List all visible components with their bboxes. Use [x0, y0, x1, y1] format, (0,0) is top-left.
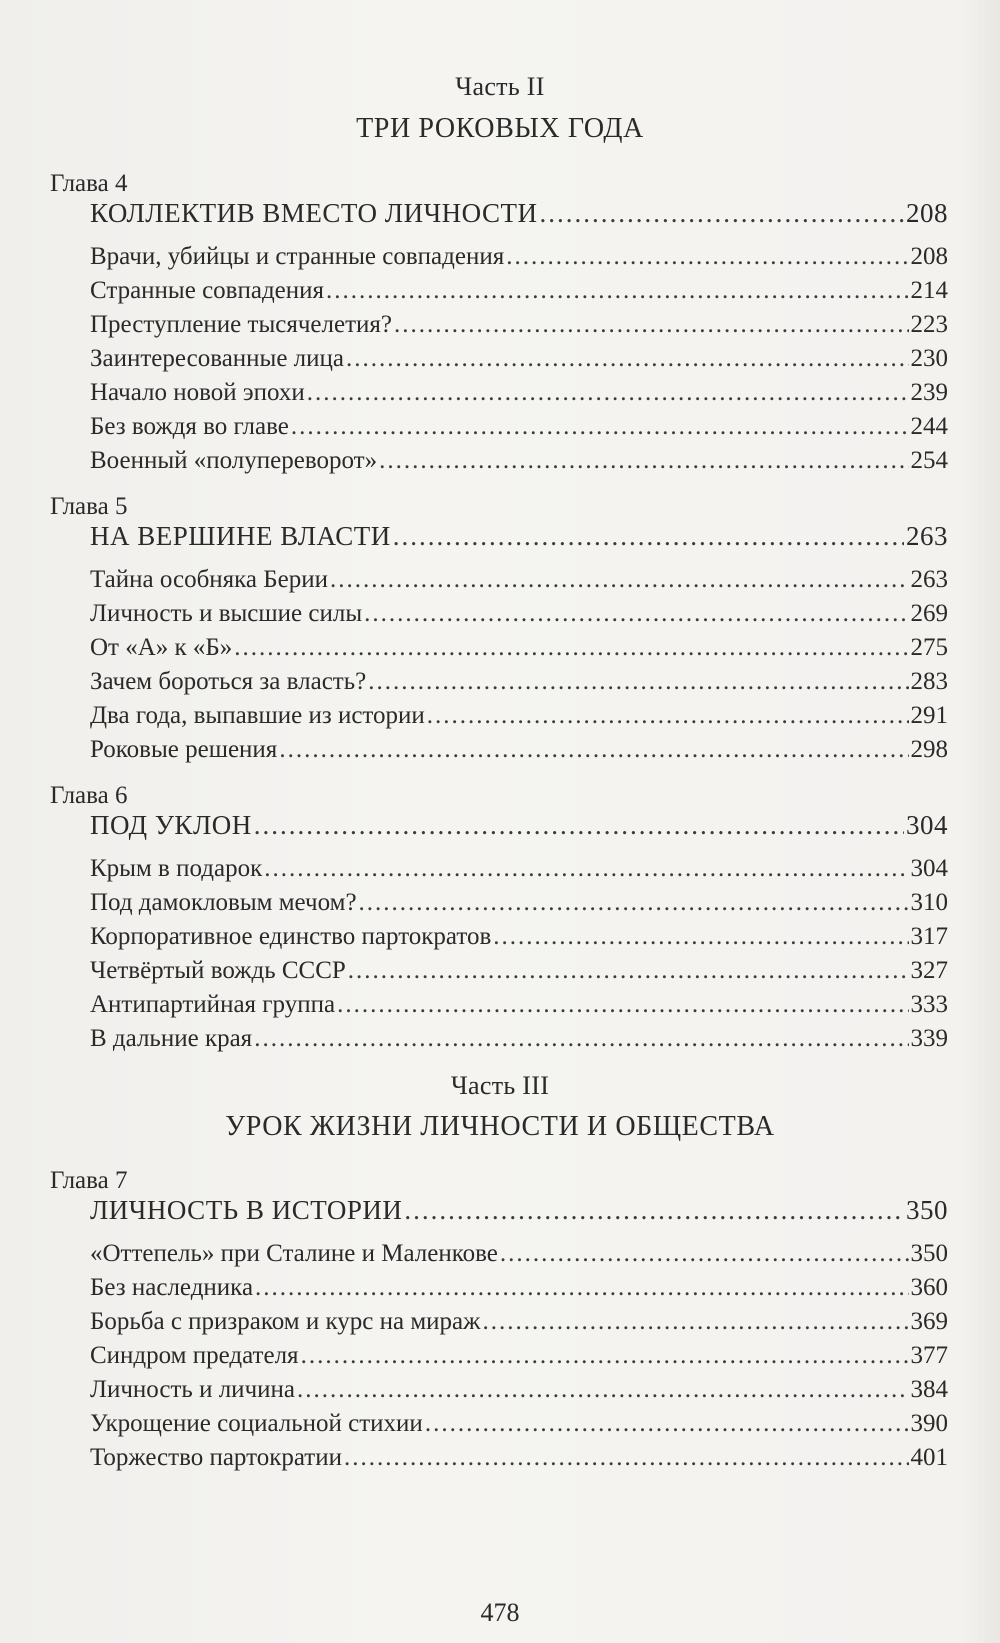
dot-leader [330, 564, 909, 596]
toc-entry-title: Тайна особняка Берии [90, 566, 328, 593]
toc-page-number: 304 [906, 810, 948, 840]
dot-leader [346, 343, 908, 375]
toc-section-entry[interactable] [90, 887, 948, 919]
dot-leader [368, 666, 908, 698]
toc-entry-title: Военный «полупереворот» [90, 447, 378, 474]
dot-leader [425, 1408, 909, 1440]
toc-section-entry[interactable] [90, 275, 948, 307]
dot-leader [344, 1442, 909, 1474]
toc-entry-title: Корпоративное единство партократов [90, 923, 492, 950]
chapter-label: Глава 4 [50, 170, 128, 197]
toc-section-entry[interactable] [90, 445, 948, 477]
toc-entry-title: Антипартийная группа [90, 991, 336, 1018]
toc-entry-title: Крым в подарок [90, 855, 263, 882]
toc-page-number: 230 [910, 345, 948, 372]
toc-entry-title: Без вождя во главе [90, 413, 289, 440]
dot-leader [379, 445, 908, 477]
toc-page-number: 377 [910, 1342, 948, 1369]
toc-entry-title: Два года, выпавшие из истории [90, 702, 425, 729]
toc-entry-title: Синдром предателя [90, 1342, 299, 1369]
toc-section-entry[interactable] [90, 1306, 948, 1338]
dot-leader [326, 275, 908, 307]
toc-section-entry[interactable] [90, 666, 948, 698]
toc-section-entry[interactable] [90, 377, 948, 409]
toc-entry-title: Личность и высшие силы [90, 600, 363, 627]
toc-page-number: 283 [910, 668, 948, 695]
toc-page-number: 239 [910, 379, 948, 406]
toc-page-number: 327 [910, 957, 948, 984]
toc-chapter-entry[interactable] [90, 1194, 948, 1226]
toc-chapter-entry[interactable] [90, 809, 948, 841]
dot-leader [337, 989, 908, 1021]
toc-entry-title: ПОД УКЛОН [90, 810, 252, 840]
toc-section-entry[interactable] [90, 1238, 948, 1270]
toc-entry-title: Зачем бороться за власть? [90, 668, 367, 695]
toc-entry-title: НА ВЕРШИНЕ ВЛАСТИ [90, 521, 391, 551]
toc-page-number: 317 [910, 923, 948, 950]
part-label: Часть II [455, 72, 545, 101]
toc-section-entry[interactable] [90, 1023, 948, 1055]
dot-leader [264, 853, 908, 885]
toc-page-number: 291 [910, 702, 948, 729]
toc-page-number: 304 [910, 855, 948, 882]
toc-section-entry[interactable] [90, 564, 948, 596]
toc-section-entry[interactable] [90, 955, 948, 987]
toc-entry-title: Личность и личина [90, 1376, 295, 1403]
toc-chapter-entry[interactable] [90, 520, 948, 552]
chapter-label: Глава 7 [50, 1167, 128, 1194]
toc-section-entry[interactable] [90, 1374, 948, 1406]
toc-section-entry[interactable] [90, 1442, 948, 1474]
dot-leader [364, 598, 908, 630]
dot-leader [307, 377, 909, 409]
toc-entry-title: Заинтересованные лица [90, 345, 345, 372]
toc-entry-title: «Оттепель» при Сталине и Маленкове [90, 1240, 498, 1267]
toc-section-entry[interactable] [90, 989, 948, 1021]
toc-page-number: 310 [910, 889, 948, 916]
toc-section-entry[interactable] [90, 241, 948, 273]
dot-leader [254, 809, 904, 841]
dot-leader [404, 1194, 904, 1226]
toc-page-number: 269 [910, 600, 948, 627]
toc-page-number: 208 [906, 198, 948, 228]
dot-leader [254, 1023, 908, 1055]
dot-leader [393, 520, 904, 552]
toc-section-entry[interactable] [90, 1408, 948, 1440]
toc-page-number: 384 [910, 1376, 948, 1403]
toc-section-entry[interactable] [90, 1340, 948, 1372]
toc-page-number: 350 [910, 1240, 948, 1267]
dot-leader [394, 309, 909, 341]
toc-entry-title: Укрощение социальной стихии [90, 1410, 423, 1437]
toc-entry-title: Борьба с призраком и курс на мираж [90, 1308, 481, 1335]
dot-leader [506, 241, 908, 273]
toc-page-number: 244 [910, 413, 948, 440]
page-number: 478 [480, 1598, 520, 1627]
toc-page-number: 275 [910, 634, 948, 661]
toc-entry-title: Врачи, убийцы и странные совпадения [90, 243, 505, 270]
dot-leader [234, 632, 908, 664]
toc-entry-title: От «А» к «Б» [90, 634, 233, 661]
toc-entry-title: КОЛЛЕКТИВ ВМЕСТО ЛИЧНОСТИ [90, 198, 538, 228]
dot-leader [348, 955, 909, 987]
toc-page-number: 350 [906, 1195, 948, 1225]
toc-section-entry[interactable] [90, 411, 948, 443]
dot-leader [279, 734, 908, 766]
dot-leader [493, 921, 908, 953]
toc-section-entry[interactable] [90, 700, 948, 732]
part-label: Часть III [450, 1071, 550, 1100]
toc-page-number: 214 [910, 277, 948, 304]
dot-leader [301, 1340, 909, 1372]
toc-section-entry[interactable] [90, 632, 948, 664]
toc-section-entry[interactable] [90, 309, 948, 341]
chapter-label: Глава 6 [50, 782, 128, 809]
toc-entry-title: Роковые решения [90, 736, 278, 763]
dot-leader [255, 1272, 908, 1304]
toc-page-number: 223 [910, 311, 948, 338]
toc-page-number: 263 [910, 566, 948, 593]
toc-page-number: 360 [910, 1274, 948, 1301]
dot-leader [359, 887, 909, 919]
toc-page-number: 339 [910, 1025, 948, 1052]
toc-page-number: 369 [910, 1308, 948, 1335]
toc-page-number: 390 [910, 1410, 948, 1437]
toc-page-number: 263 [906, 521, 948, 551]
toc-entry-title: Странные совпадения [90, 277, 325, 304]
toc-chapter-entry[interactable] [90, 197, 948, 229]
chapter-label: Глава 5 [50, 493, 128, 520]
toc-entry-title: Четвёртый вождь СССР [90, 957, 346, 984]
part-title: ТРИ РОКОВЫХ ГОДА [356, 113, 644, 144]
toc-entry-title: Без наследника [90, 1274, 254, 1301]
toc-section-entry[interactable] [90, 598, 948, 630]
toc-section-entry[interactable] [90, 734, 948, 766]
toc-section-entry[interactable] [90, 343, 948, 375]
toc-section-entry[interactable] [90, 853, 948, 885]
toc-section-entry[interactable] [90, 1272, 948, 1304]
part-title: УРОК ЖИЗНИ ЛИЧНОСТИ И ОБЩЕСТВА [225, 1111, 775, 1142]
dot-leader [297, 1374, 909, 1406]
toc-page-number: 401 [910, 1444, 948, 1471]
toc-entry-title: В дальние края [90, 1025, 253, 1052]
dot-leader [427, 700, 909, 732]
toc-entry-title: ЛИЧНОСТЬ В ИСТОРИИ [90, 1195, 403, 1225]
dot-leader [539, 197, 904, 229]
toc-page-number: 208 [910, 243, 948, 270]
toc-entry-title: Под дамокловым мечом? [90, 889, 357, 916]
dot-leader [482, 1306, 908, 1338]
toc-section-entry[interactable] [90, 921, 948, 953]
toc-page-number: 333 [910, 991, 948, 1018]
toc-page-number: 254 [910, 447, 948, 474]
toc-entry-title: Преступление тысячелетия? [90, 311, 392, 338]
toc-page-number: 298 [910, 736, 948, 763]
dot-leader [500, 1238, 909, 1270]
toc-entry-title: Начало новой эпохи [90, 379, 305, 406]
dot-leader [291, 411, 909, 443]
toc-entry-title: Торжество партократии [90, 1444, 342, 1471]
